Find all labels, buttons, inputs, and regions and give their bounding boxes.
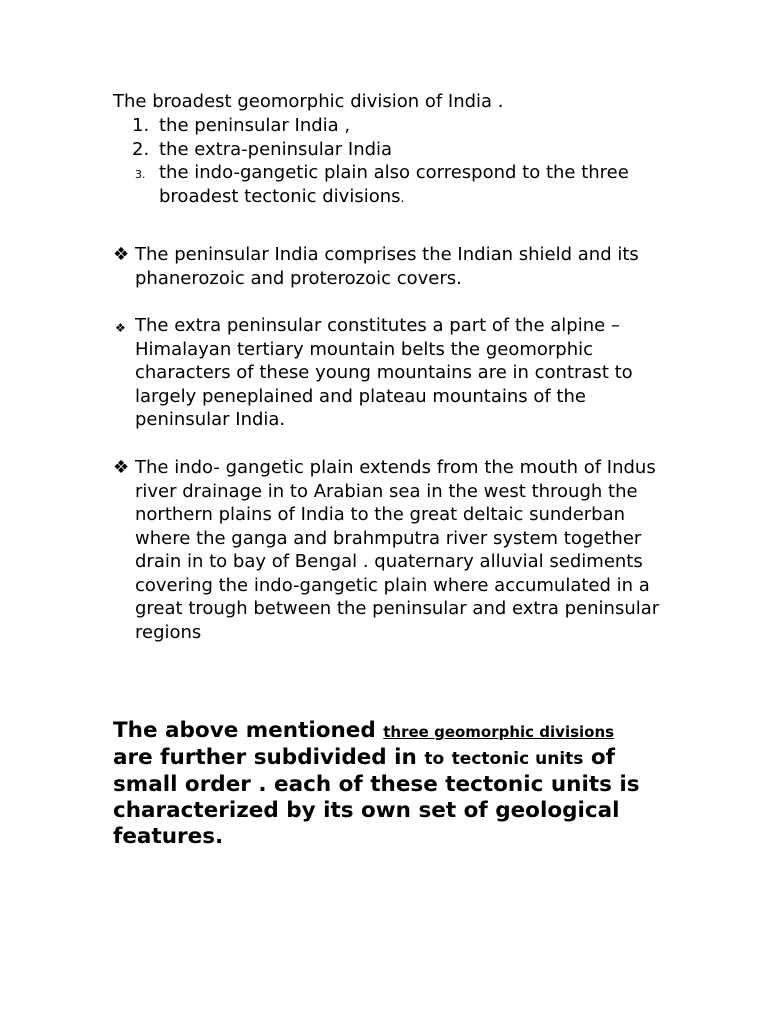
bullet-text: The extra peninsular constitutes a part of the alpine – Himalayan tertiary mountain belts the geomorphic characters of these young mountains are in contrast to largely peneplained and plateau mountains of the peninsular India.	[135, 315, 633, 430]
summary-text: The above mentioned	[113, 718, 384, 743]
list-item-text: the peninsular India ,	[159, 115, 351, 136]
list-item	[113, 138, 713, 162]
list-number: 1.	[132, 115, 150, 136]
bullet-paragraph-peninsular	[113, 243, 680, 290]
diamond-bullet-icon: ❖	[115, 321, 126, 335]
bullet-paragraph-extra-peninsular	[113, 314, 680, 432]
list-item-text: the extra-peninsular India	[159, 138, 393, 160]
bullet-text: The indo- gangetic plain extends from the mouth of Indus river drainage in to Arabian sea in the west through the northern plains of India to the great deltaic sunderban where the ganga and brahmputra river system together drain in to bay of Bengal . quaternary alluvial sediments covering the indo-gangetic plain where accumulated in a great trough between the peninsular and extra peninsular regions	[135, 457, 660, 643]
list-number: 2.	[132, 138, 150, 160]
summary-small-text: to	[424, 749, 445, 769]
summary-text: are further subdivided in	[113, 745, 425, 770]
list-number: 3.	[135, 168, 146, 181]
diamond-bullet-icon: ❖	[113, 244, 130, 265]
summary-paragraph	[113, 718, 653, 850]
bullet-paragraph-indo-gangetic	[113, 456, 680, 644]
bullet-text: The peninsular India comprises the Indian shield and its phanerozoic and proterozoic covers.	[135, 244, 639, 289]
list-item	[113, 114, 713, 138]
numbered-list	[113, 114, 713, 210]
list-item-trailing-period: .	[400, 190, 405, 205]
diamond-bullet-icon: ❖	[113, 457, 130, 478]
list-item-text: the indo-gangetic plain also correspond to the three broadest tectonic divisions	[159, 162, 629, 207]
intro-heading: The broadest geomorphic division of India .	[113, 91, 504, 112]
summary-text: of small order . each of these tectonic units is characterized by its own set of geological features.	[113, 745, 640, 849]
summary-underlined-text: three geomorphic divisions	[383, 723, 615, 741]
summary-small-text: tectonic units	[451, 749, 584, 769]
list-item	[113, 161, 713, 210]
